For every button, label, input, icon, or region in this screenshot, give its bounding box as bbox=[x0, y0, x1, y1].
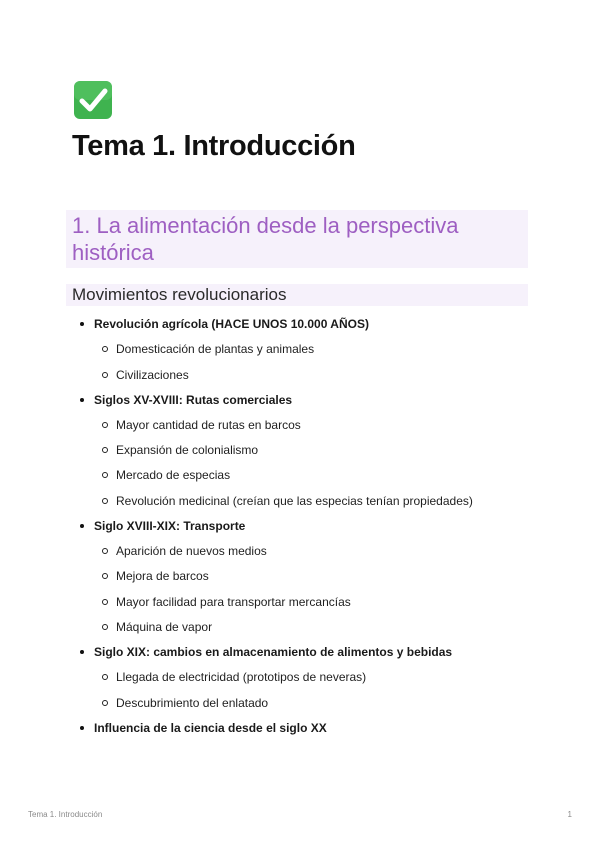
subtopic-label: Descubrimiento del enlatado bbox=[116, 695, 269, 710]
subtopic-item bbox=[80, 568, 560, 584]
hollow-bullet-icon bbox=[102, 422, 108, 428]
filled-bullet-icon bbox=[80, 726, 84, 730]
hollow-bullet-icon bbox=[102, 346, 108, 352]
subtopic-item bbox=[80, 669, 560, 685]
page-title: Tema 1. Introducción bbox=[72, 130, 356, 162]
hollow-bullet-icon bbox=[102, 372, 108, 378]
topic-label: Influencia de la ciencia desde el siglo XX bbox=[94, 720, 327, 735]
topic-item bbox=[80, 316, 560, 383]
subtopic-label: Llegada de electricidad (prototipos de neveras) bbox=[116, 670, 367, 685]
subtopic-item bbox=[80, 543, 560, 559]
subtopic-list bbox=[94, 669, 560, 710]
subtopic-label: Domesticación de plantas y animales bbox=[116, 342, 315, 357]
subtopic-item bbox=[80, 493, 560, 509]
subtopic-list bbox=[94, 341, 560, 382]
white-heavy-check-mark-icon bbox=[73, 80, 113, 120]
topic-label: Siglo XVIII-XIX: Transporte bbox=[94, 518, 246, 533]
hollow-bullet-icon bbox=[102, 599, 108, 605]
subtopic-list bbox=[94, 543, 560, 635]
footer-document-title: Tema 1. Introducción bbox=[28, 810, 103, 819]
topic-label: Siglos XV-XVIII: Rutas comerciales bbox=[94, 392, 293, 407]
subtopic-label: Mayor cantidad de rutas en barcos bbox=[116, 417, 301, 432]
topic-item bbox=[80, 644, 560, 711]
subsection-heading: Movimientos revolucionarios bbox=[66, 284, 528, 306]
subtopic-label: Mejora de barcos bbox=[116, 569, 209, 584]
hollow-bullet-icon bbox=[102, 548, 108, 554]
subtopic-label: Máquina de vapor bbox=[116, 619, 213, 634]
subtopic-item bbox=[80, 417, 560, 433]
hollow-bullet-icon bbox=[102, 472, 108, 478]
subtopic-item bbox=[80, 695, 560, 711]
subtopic-label: Aparición de nuevos medios bbox=[116, 544, 267, 559]
subtopic-item bbox=[80, 467, 560, 483]
hollow-bullet-icon bbox=[102, 447, 108, 453]
subtopic-label: Civilizaciones bbox=[116, 367, 189, 382]
topic-item bbox=[80, 720, 560, 736]
subtopic-item bbox=[80, 619, 560, 635]
subtopic-label: Revolución medicinal (creían que las especias tenían propiedades) bbox=[116, 493, 473, 508]
subtopic-label: Expansión de colonialismo bbox=[116, 443, 259, 458]
subtopic-list bbox=[94, 417, 560, 509]
hollow-bullet-icon bbox=[102, 700, 108, 706]
topic-label: Revolución agrícola (HACE UNOS 10.000 AÑOS) bbox=[94, 317, 369, 331]
topic-list bbox=[80, 312, 560, 736]
subtopic-item bbox=[80, 367, 560, 383]
hollow-bullet-icon bbox=[102, 674, 108, 680]
filled-bullet-icon bbox=[80, 650, 84, 654]
hollow-bullet-icon bbox=[102, 624, 108, 630]
hollow-bullet-icon bbox=[102, 573, 108, 579]
subtopic-item bbox=[80, 442, 560, 458]
subtopic-label: Mercado de especias bbox=[116, 468, 231, 483]
subtopic-item bbox=[80, 594, 560, 610]
topic-item bbox=[80, 392, 560, 509]
subtopic-label: Mayor facilidad para transportar mercancías bbox=[116, 594, 351, 609]
section-heading: 1. La alimentación desde la perspectiva histórica bbox=[66, 210, 528, 268]
topic-item bbox=[80, 518, 560, 635]
topic-label: Siglo XIX: cambios en almacenamiento de alimentos y bebidas bbox=[94, 644, 453, 659]
footer-page-number: 1 bbox=[567, 810, 572, 819]
filled-bullet-icon bbox=[80, 398, 84, 402]
filled-bullet-icon bbox=[80, 524, 84, 528]
subtopic-item bbox=[80, 341, 560, 357]
filled-bullet-icon bbox=[80, 322, 84, 326]
hollow-bullet-icon bbox=[102, 498, 108, 504]
